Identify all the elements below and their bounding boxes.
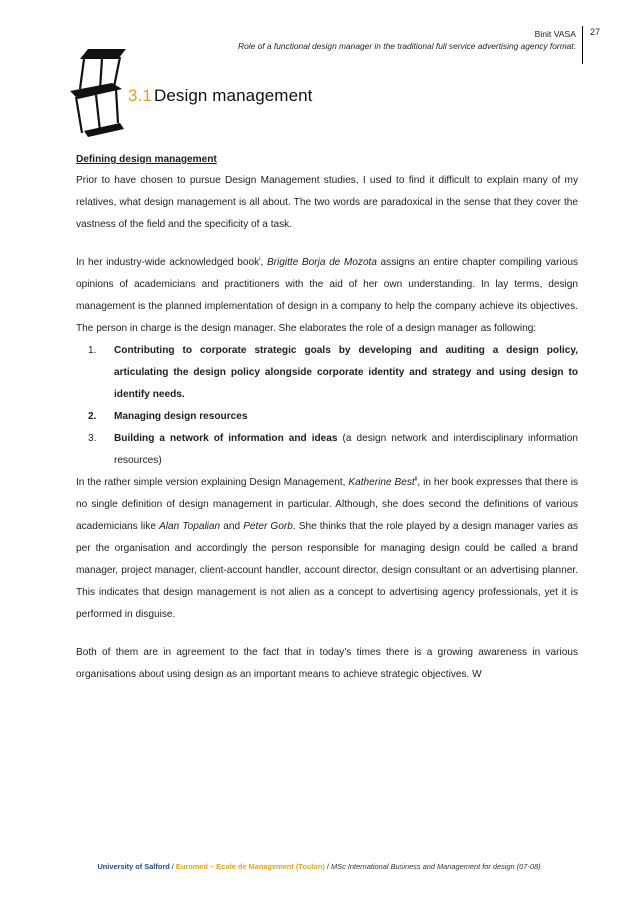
- page-footer: University of Salford / Euromed – Ecole de Management (Toulon) / MSc International Business and Management for design (07-08): [97, 862, 541, 871]
- endnote-ref-ii: ii: [414, 476, 418, 483]
- list-item: 2. Managing design resources: [88, 411, 248, 422]
- list-item: 3. Building a network of information and ideas (a design network and interdisciplinary information resources): [88, 433, 578, 466]
- section-title-text: Design management: [153, 86, 313, 105]
- role-list: [76, 340, 578, 472]
- paragraph-2: In her industry-wide acknowledged book$^i$, Brigitte Borja de Mozota assigns an entire chapter compiling various opinions of academicians and practitioners with the aid of her own understanding. In lay terms, design management is the planned implementation of design in a company to help the company achieve its objectives. The person in charge is the design manager. She elaborates the role of a design manager as following:: [76, 256, 578, 334]
- subsection-heading: Defining design management: [76, 154, 217, 165]
- page-header: [238, 28, 576, 52]
- section-title: [128, 86, 313, 106]
- endnote-ref-i: i: [259, 256, 261, 263]
- page-number: 27: [590, 27, 601, 37]
- list-item: 1. Contributing to corporate strategic goals by developing and auditing a design policy, articulating the design policy alongside corporate identity and strategy and using design to identify needs.: [88, 345, 578, 400]
- header-author: Binit VASA: [534, 29, 576, 39]
- chair-logo-icon: [66, 45, 130, 141]
- author-name: Brigitte Borja de Mozota: [266, 257, 377, 268]
- paragraph-3: In the rather simple version explaining Design Management, Katherine Best$^{ii}$, in her book expresses that there is no single definition of design management in particular. Although, she does second the definitions of various academicians like Alan Topalian and Peter Gorb. She thinks that the role played by a design manager varies as per the organisation and accordingly the person responsible for managing design could be called a brand manager, project manager, client-account handler, account director, design consultant or an advertising planner. This indicates that design management is not alien as a concept to advertising agency professionals, yet it is performed in disguise.: [76, 476, 579, 620]
- header-subtitle: Role of a functional design manager in the traditional full service advertising agency format.: [238, 41, 576, 51]
- author-name: Katherine Best: [348, 477, 415, 488]
- paragraph-1: Prior to have chosen to pursue Design Management studies, I used to find it difficult to explain many of my relatives, what design management is all about. The two words are paradoxical in the sense that they cover the vastness of the field and the specificity of a task.: [76, 175, 578, 230]
- footer-course: MSc International Business and Management for design (07-08): [331, 862, 541, 871]
- paragraph-4: Both of them are in agreement to the fact that in today's times there is a growing awareness in various organisations about using design as an important means to achieve strategic objectives. W: [76, 647, 578, 680]
- body-content: [76, 150, 578, 686]
- section-number: 3.1: [128, 86, 152, 105]
- footer-school: Euromed – Ecole de Management (Toulon): [175, 862, 325, 871]
- footer-university: University of Salford: [97, 862, 170, 871]
- header-divider: [582, 26, 583, 64]
